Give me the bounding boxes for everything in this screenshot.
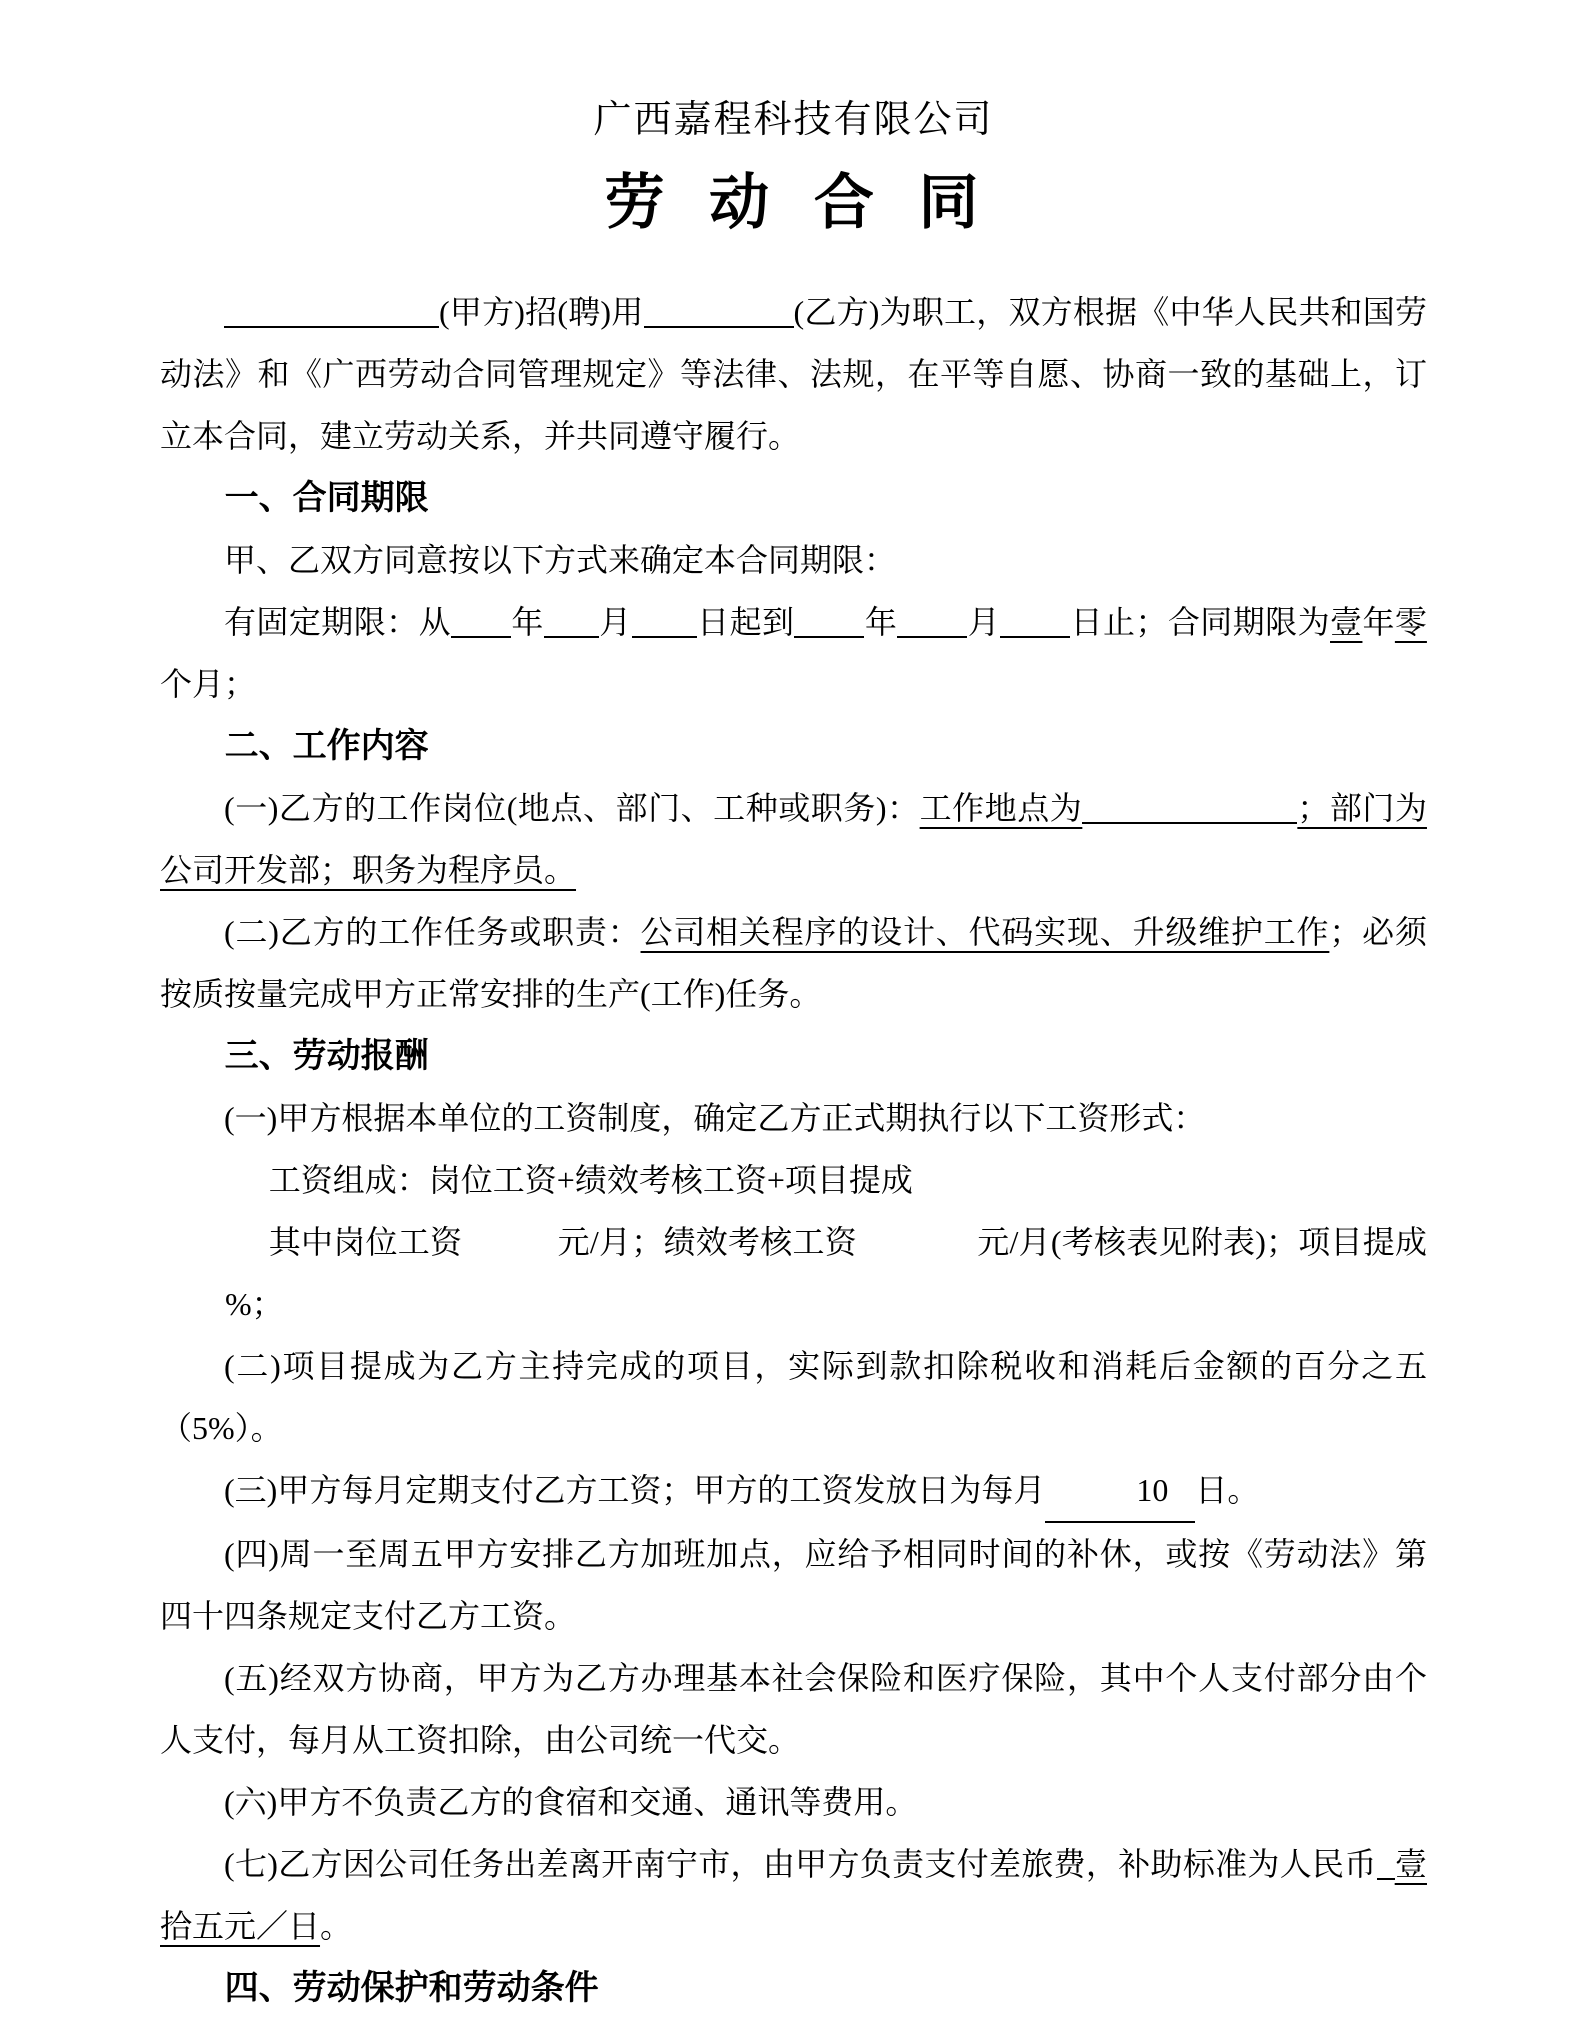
work-position-label: (一)乙方的工作岗位(地点、部门、工种或职务)： — [224, 790, 920, 826]
commission-item: (二)项目提成为乙方主持完成的项目，实际到款扣除税收和消耗后金额的百分之五（5%）。 — [160, 1348, 1427, 1446]
party-a-blank — [224, 294, 439, 328]
end-day-blank — [1000, 604, 1070, 638]
department-position-value: ；部门为公司开发部；职务为程序员。 — [160, 790, 1427, 888]
section4-heading: 四、劳动保护和劳动条件 — [224, 1969, 599, 2007]
party-b-blank — [644, 294, 794, 328]
payday-text-2: 日。 — [1195, 1472, 1260, 1508]
fixed-term-text-3: 月 — [598, 604, 632, 640]
fixed-term-line — [160, 591, 1427, 715]
work-duty-value: 公司相关程序的设计、代码实现、升级维护工作 — [640, 914, 1330, 950]
section2-heading: 二、工作内容 — [224, 727, 429, 765]
travel-allowance-item — [160, 1833, 1427, 1957]
term-months-value: 零 — [1394, 604, 1427, 640]
end-year-blank — [794, 604, 864, 638]
fixed-term-text-9: 个月； — [160, 666, 257, 702]
fixed-term-text-7: 日止；合同期限为 — [1070, 604, 1331, 640]
section3-heading: 三、劳动报酬 — [224, 1037, 429, 1075]
work-position-item — [160, 777, 1427, 901]
section1-paragraph-1: 甲、乙双方同意按以下方式来确定本合同期限： — [224, 542, 897, 578]
section1-heading: 一、合同期限 — [224, 479, 429, 517]
payday-text-1: (三)甲方每月定期支付乙方工资；甲方的工资发放日为每月 — [224, 1472, 1046, 1508]
salary-detail-text-4: %； — [225, 1286, 284, 1322]
fixed-term-text-6: 月 — [967, 604, 1001, 640]
travel-allowance-text-1: (七)乙方因公司任务出差离开南宁市，由甲方负责支付差旅费，补助标准为人民币 — [224, 1846, 1377, 1882]
company-name: 广西嘉程科技有限公司 — [593, 99, 994, 141]
insurance-item: (五)经双方协商，甲方为乙方办理基本社会保险和医疗保险，其中个人支付部分由个人支付，每月从工资扣除，由公司统一代交。 — [160, 1660, 1427, 1758]
salary-detail-text-1: 其中岗位工资 — [268, 1224, 463, 1260]
overtime-item: (四)周一至周五甲方安排乙方加班加点，应给予相同时间的补休，或按《劳动法》第四十四条规定支付乙方工资。 — [160, 1536, 1427, 1634]
intro-text-1: (甲方)招(聘)用 — [439, 294, 644, 330]
salary-detail-text-3: 元/月(考核表见附表)；项目提成 — [976, 1224, 1427, 1260]
start-day-blank — [632, 604, 697, 638]
intro-paragraph — [160, 281, 1427, 467]
fixed-term-text-1: 有固定期限：从 — [224, 604, 451, 640]
term-years-value: 壹 — [1330, 604, 1363, 640]
work-duty-label: (二)乙方的工作任务或职责： — [224, 914, 641, 950]
fixed-term-text-8: 年 — [1362, 604, 1395, 640]
start-year-blank — [451, 604, 511, 638]
travel-allowance-value: 壹拾五元／日 — [160, 1846, 1427, 1944]
salary-composition-line: 工资组成：岗位工资+绩效考核工资+项目提成 — [268, 1162, 913, 1198]
fixed-term-text-2: 年 — [511, 604, 544, 640]
payday-value: 10 — [1045, 1459, 1195, 1523]
expenses-item: (六)甲方不负责乙方的食宿和交通、通讯等费用。 — [224, 1784, 918, 1820]
work-duty-rest: ；必须按质按量完成甲方正常安排的生产(工作)任务。 — [160, 914, 1427, 1012]
fixed-term-text-5: 年 — [864, 604, 898, 640]
travel-allowance-text-2: 。 — [320, 1908, 353, 1944]
work-location-blank — [1082, 790, 1297, 824]
work-duty-item — [160, 901, 1427, 1025]
document-title: 劳 动 合 同 — [604, 169, 983, 236]
payday-item — [160, 1459, 1427, 1523]
end-month-blank — [897, 604, 967, 638]
start-month-blank — [544, 604, 599, 638]
salary-form-item: (一)甲方根据本单位的工资制度，确定乙方正式期执行以下工资形式： — [224, 1100, 1206, 1136]
work-location-label: 工作地点为 — [919, 790, 1083, 826]
fixed-term-text-4: 日起到 — [696, 604, 795, 640]
intro-text-2: (乙方)为职工，双方根据《中华人民共和国劳动法》和《广西劳动合同管理规定》等法律、法规，在平等自愿、协商一致的基础上，订立本合同，建立劳动关系，并共同遵守履行。 — [160, 294, 1427, 454]
travel-allowance-lead-blank — [1377, 1846, 1395, 1880]
salary-detail-text-2: 元/月；绩效考核工资 — [557, 1224, 857, 1260]
salary-detail-line — [160, 1211, 1427, 1335]
document-body — [160, 281, 1427, 2019]
